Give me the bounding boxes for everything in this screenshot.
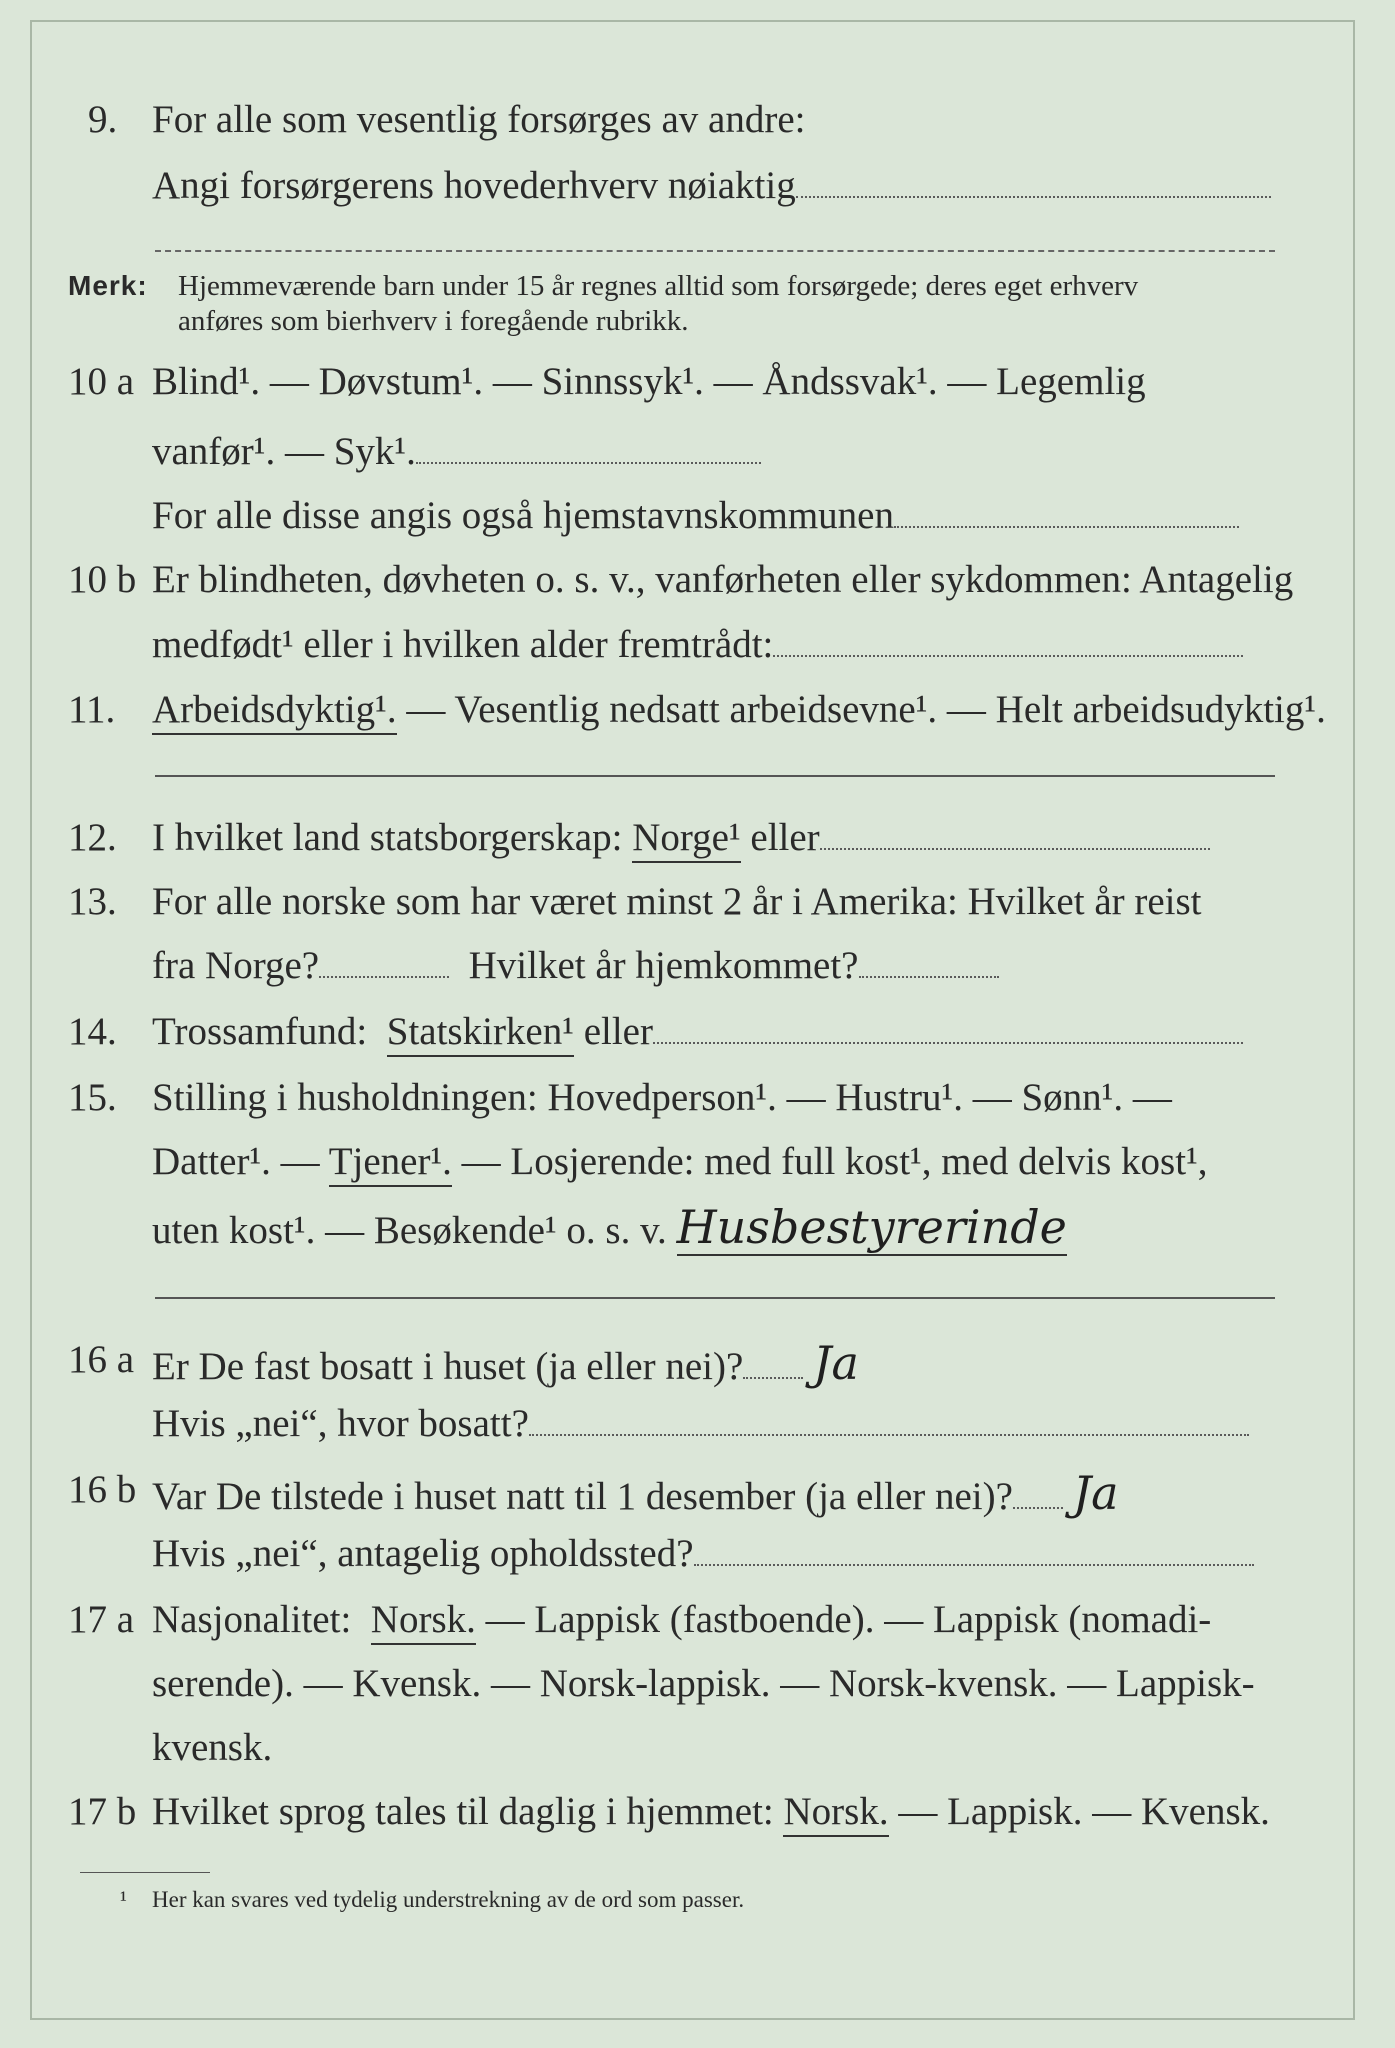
q17b-number: 17 b: [68, 1790, 137, 1833]
q16b-leader: [1013, 1506, 1063, 1509]
q13-hjemkommet-field[interactable]: [859, 975, 999, 978]
q12-eller: eller: [750, 816, 820, 859]
q16b-line2-text: Hvis „nei“, antagelig opholdssted?: [152, 1532, 694, 1575]
q16a-label: Er De fast bosatt i huset (ja eller nei)?: [152, 1345, 744, 1388]
q9-answer-line2[interactable]: [155, 250, 1275, 252]
q10b-answer-field[interactable]: [773, 654, 1243, 657]
q17a-label: Nasjonalitet:: [152, 1598, 352, 1641]
q10a-line3-text: For alle disse angis også hjemstavnskommunen: [152, 494, 894, 537]
q17a-line2: serende). — Kvensk. — Norsk-lappisk. — Norsk-kvensk. — Lappisk-: [152, 1662, 1255, 1705]
q16a-bosatt-field[interactable]: [529, 1433, 1249, 1436]
q12-answer-field[interactable]: [820, 847, 1210, 850]
q13-line1: For alle norske som har været minst 2 år i Amerika: Hvilket år reist: [152, 880, 1202, 923]
q16b-handwritten-answer[interactable]: Ja: [1072, 1466, 1119, 1520]
q12-number: 12.: [68, 816, 117, 859]
q15-line1: Stilling i husholdningen: Hovedperson¹. — Hustru¹. — Sønn¹. —: [152, 1076, 1172, 1119]
q9-line2: [152, 166, 1271, 205]
q16b-number: 16 b: [68, 1468, 137, 1511]
q16b-opholdssted-field[interactable]: [694, 1563, 1254, 1566]
q14-label: Trossamfund:: [152, 1010, 368, 1053]
q11-line: [152, 690, 1326, 729]
q17b-rest: — Lappisk. — Kvensk.: [898, 1790, 1270, 1833]
q11-option-arbeidsdyktig[interactable]: Arbeidsdyktig¹.: [152, 688, 397, 735]
q10a-hometown-field[interactable]: [894, 525, 1239, 528]
q16a-handwritten-answer[interactable]: Ja: [813, 1336, 859, 1390]
q14-option-statskirken[interactable]: Statskirken¹: [387, 1010, 574, 1057]
q9-line1: For alle som vesentlig forsørges av andre:: [152, 98, 806, 141]
q12-label: I hvilket land statsborgerskap:: [152, 816, 623, 859]
q14-line: [152, 1012, 1243, 1051]
q11-rest: — Vesentlig nedsatt arbeidsevne¹. — Helt arbeidsudyktig¹.: [406, 688, 1326, 731]
q14-number: 14.: [68, 1010, 117, 1053]
footnote-rule: [80, 1872, 210, 1873]
q13-number: 13.: [68, 880, 117, 923]
q17a-option-norsk[interactable]: Norsk.: [371, 1598, 476, 1645]
q15-losjerende: — Losjerende: med full kost¹, med delvis kost¹,: [461, 1140, 1208, 1183]
q13-reist-label: fra Norge?: [152, 944, 320, 987]
q11-answer-line[interactable]: [155, 775, 1275, 777]
q17a-line3: kvensk.: [152, 1726, 273, 1769]
q16a-line1: [152, 1336, 859, 1390]
q16a-line2-text: Hvis „nei“, hvor bosatt?: [152, 1402, 529, 1445]
q13-line2: [152, 946, 999, 985]
q16a-number: 16 a: [68, 1338, 135, 1381]
q15-datter: Datter¹. —: [152, 1140, 320, 1183]
q9-label: Angi forsørgerens hovederhverv nøiaktig: [152, 164, 796, 207]
q16a-leader: [743, 1376, 803, 1379]
q10b-line2: [152, 625, 1243, 664]
q17a-number: 17 a: [68, 1598, 135, 1641]
q10a-answer-field[interactable]: [416, 461, 761, 464]
q9-number: 9.: [88, 98, 118, 141]
q14-answer-field[interactable]: [653, 1041, 1243, 1044]
q17a-line1-rest: — Lappisk (fastboende). — Lappisk (nomadi-: [485, 1598, 1212, 1641]
q17b-option-norsk[interactable]: Norsk.: [783, 1790, 888, 1837]
q15-handwritten-answer[interactable]: Husbestyrerinde: [676, 1200, 1067, 1254]
q15-option-tjener[interactable]: Tjener¹.: [329, 1140, 452, 1187]
q12-line: [152, 818, 1210, 857]
merk-line1: Hjemmeværende barn under 15 år regnes alltid som forsørgede; deres eget erhverv: [178, 270, 1139, 302]
footnote-text: Her kan svares ved tydelig understrekning av de ord som passer.: [152, 1887, 745, 1912]
q9-answer-field[interactable]: [796, 195, 1271, 198]
q10a-number: 10 a: [68, 360, 135, 403]
q17a-line1: [152, 1600, 1211, 1639]
q13-reist-field[interactable]: [319, 975, 449, 978]
q16b-line1: [152, 1466, 1119, 1520]
q16a-line2: [152, 1404, 1249, 1443]
footnote-mark: ¹: [120, 1887, 127, 1912]
q10a-line1: Blind¹. — Døvstum¹. — Sinnssyk¹. — Åndssvak¹. — Legemlig: [152, 360, 1146, 403]
q12-option-norge[interactable]: Norge¹: [632, 816, 740, 863]
q10a-line2-text: vanfør¹. — Syk¹.: [152, 430, 416, 473]
q15-line3-text: uten kost¹. — Besøkende¹ o. s. v.: [152, 1209, 667, 1252]
q14-eller: eller: [583, 1010, 653, 1053]
q10b-line1: Er blindheten, døvheten o. s. v., vanførheten eller sykdommen: Antagelig: [152, 558, 1294, 601]
merk-label: Merk:: [68, 270, 148, 301]
q16b-label: Var De tilstede i huset natt til 1 desember (ja eller nei)?: [152, 1475, 1013, 1518]
q10b-number: 10 b: [68, 558, 137, 601]
q16b-line2: [152, 1534, 1254, 1573]
q15-answer-line[interactable]: [155, 1297, 1275, 1299]
q15-line2: [152, 1142, 1208, 1181]
q17b-label: Hvilket sprog tales til daglig i hjemmet:: [152, 1790, 774, 1833]
merk-line2: anføres som bierhverv i foregående rubrikk.: [178, 305, 689, 337]
q15-line3: [152, 1200, 1067, 1254]
q13-hjemkommet-label: Hvilket år hjemkommet?: [468, 944, 859, 987]
q17b-line: [152, 1792, 1270, 1831]
q10a-line3: [152, 496, 1239, 535]
q11-number: 11.: [68, 688, 116, 731]
q10b-line2-text: medfødt¹ eller i hvilken alder fremtrådt:: [152, 623, 774, 666]
q15-number: 15.: [68, 1076, 117, 1119]
q10a-line2: [152, 432, 761, 471]
